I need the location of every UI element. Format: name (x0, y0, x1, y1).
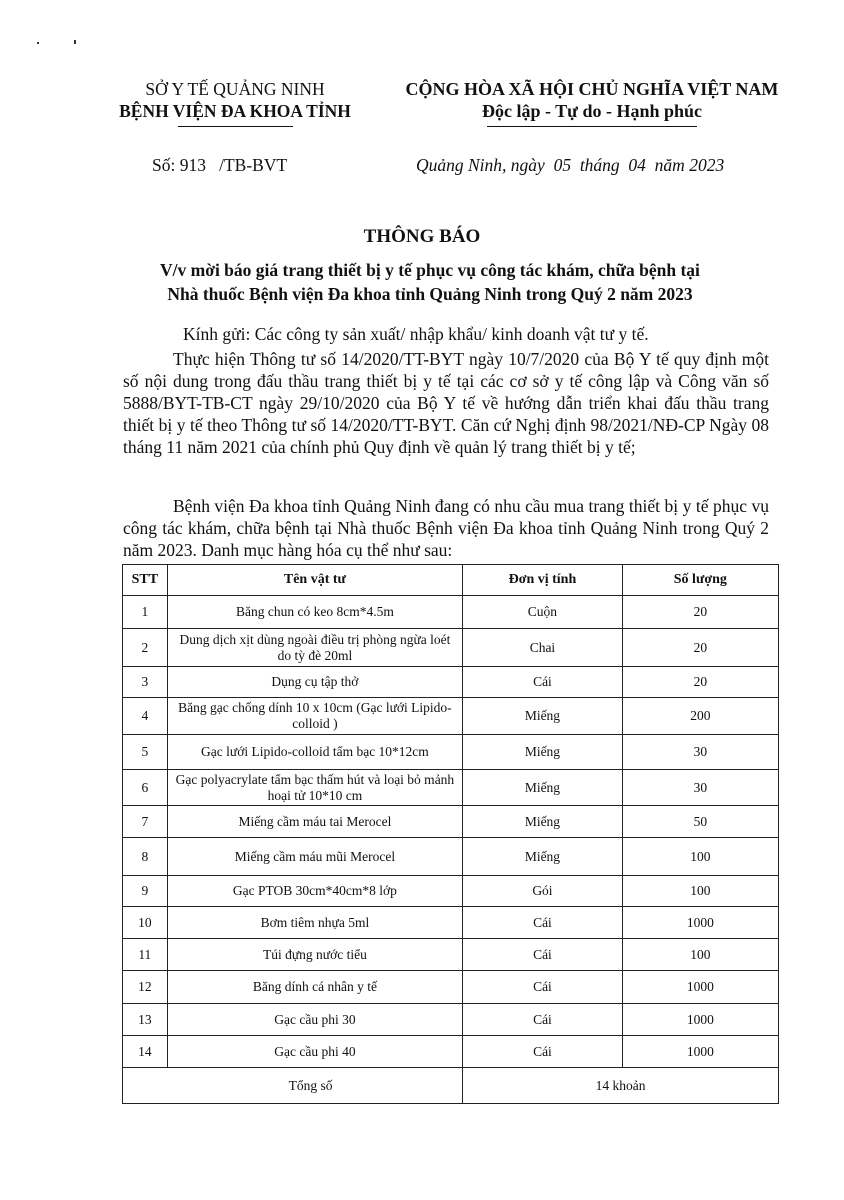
table-total-row (123, 1068, 779, 1104)
legal-basis-paragraph (123, 348, 769, 458)
table-row (123, 629, 779, 667)
row-unit: Miếng (463, 735, 622, 770)
row-unit: Cái (463, 667, 622, 698)
row-stt: 1 (123, 596, 168, 629)
row-unit: Miếng (463, 806, 622, 838)
national-heading (392, 78, 792, 122)
row-quantity: 1000 (622, 971, 778, 1004)
issuer-hospital: BỆNH VIỆN ĐA KHOA TỈNH (119, 101, 351, 121)
row-quantity: 1000 (622, 907, 778, 939)
header-item-name: Tên vật tư (167, 565, 463, 596)
row-quantity: 1000 (622, 1036, 778, 1068)
row-quantity: 100 (622, 876, 778, 907)
scan-speck (37, 42, 39, 44)
recipient-text: Kính gửi: Các công ty sản xuất/ nhập khẩu/ kinh doanh vật tư y tế. (183, 324, 649, 344)
header-quantity: Số lượng (622, 565, 778, 596)
table-row (123, 667, 779, 698)
row-item-name: Bơm tiêm nhựa 5ml (167, 907, 463, 939)
row-unit: Miếng (463, 698, 622, 735)
page-title: THÔNG BÁO (363, 226, 481, 247)
row-quantity: 20 (622, 667, 778, 698)
row-quantity: 200 (622, 698, 778, 735)
row-quantity: 20 (622, 629, 778, 667)
row-item-name: Dung dịch xịt dùng ngoài điều trị phòng ngừa loét do tỳ đè 20ml (167, 629, 463, 667)
row-stt: 8 (123, 838, 168, 876)
table-header-row (123, 565, 779, 596)
row-quantity: 100 (622, 838, 778, 876)
row-unit: Chai (463, 629, 622, 667)
row-unit: Miếng (463, 770, 622, 806)
row-unit: Miếng (463, 838, 622, 876)
row-stt: 13 (123, 1004, 168, 1036)
row-item-name: Miếng cầm máu tai Merocel (167, 806, 463, 838)
table-row (123, 770, 779, 806)
row-stt: 11 (123, 939, 168, 971)
document-number: Số: 913 /TB-BVT (152, 155, 288, 175)
row-unit: Cái (463, 1004, 622, 1036)
row-stt: 14 (123, 1036, 168, 1068)
row-stt: 5 (123, 735, 168, 770)
table-row (123, 698, 779, 735)
purchase-need-text: Bệnh viện Đa khoa tỉnh Quảng Ninh đang có nhu cầu mua trang thiết bị y tế phục vụ công tác khám, chữa bệnh tại Nhà thuốc Bệnh viện Đa khoa tỉnh Quảng Ninh trong Quý 2 năm 2023. Danh mục hàng hóa cụ thể như sau: (123, 496, 769, 560)
row-item-name: Gạc lưới Lipido-colloid tẩm bạc 10*12cm (167, 735, 463, 770)
subtitle-line-2: Nhà thuốc Bệnh viện Đa khoa tỉnh Quảng Ninh trong Quý 2 năm 2023 (167, 284, 693, 304)
national-name: CỘNG HÒA XÃ HỘI CHỦ NGHĨA VIỆT NAM (405, 79, 779, 99)
row-item-name: Túi đựng nước tiểu (167, 939, 463, 971)
row-item-name: Băng chun có keo 8cm*4.5m (167, 596, 463, 629)
row-stt: 6 (123, 770, 168, 806)
row-stt: 4 (123, 698, 168, 735)
row-item-name: Băng gạc chống dính 10 x 10cm (Gạc lưới Lipido-colloid ) (167, 698, 463, 735)
row-item-name: Gạc PTOB 30cm*40cm*8 lớp (167, 876, 463, 907)
place-date: Quảng Ninh, ngày 05 tháng 04 năm 2023 (416, 155, 725, 175)
row-quantity: 20 (622, 596, 778, 629)
motto-underline (487, 126, 697, 127)
table-row (123, 806, 779, 838)
row-quantity: 50 (622, 806, 778, 838)
row-stt: 2 (123, 629, 168, 667)
row-unit: Cái (463, 907, 622, 939)
subtitle (100, 258, 760, 306)
row-quantity: 30 (622, 735, 778, 770)
subtitle-line-1: V/v mời báo giá trang thiết bị y tế phục vụ công tác khám, chữa bệnh tại (160, 260, 700, 280)
row-stt: 10 (123, 907, 168, 939)
issuer-block (80, 78, 390, 122)
issuer-underline (178, 126, 293, 127)
row-item-name: Gạc cầu phi 30 (167, 1004, 463, 1036)
scan-speck (74, 40, 76, 44)
row-item-name: Gạc polyacrylate tẩm bạc thấm hút và loại bỏ mảnh hoại tử 10*10 cm (167, 770, 463, 806)
legal-basis-text: Thực hiện Thông tư số 14/2020/TT-BYT ngày 10/7/2020 của Bộ Y tế quy định một số nội dung trong đấu thầu trang thiết bị y tế tại các cơ sở y tế công lập và Công văn số 5888/BYT-TB-CT ngày 29/10/2020 của Bộ Y tế về hướng dẫn triển khai đấu thầu trang thiết bị y tế theo Thông tư số 14/2020/TT-BYT. Căn cứ Nghị định 98/2021/NĐ-CP Ngày 08 tháng 11 năm 2021 của chính phủ Quy định về quản lý trang thiết bị y tế; (123, 349, 769, 457)
row-item-name: Dụng cụ tập thở (167, 667, 463, 698)
row-unit: Cái (463, 971, 622, 1004)
row-item-name: Gạc cầu phi 40 (167, 1036, 463, 1068)
issuer-department: SỞ Y TẾ QUẢNG NINH (145, 79, 325, 99)
row-item-name: Miếng cầm máu mũi Merocel (167, 838, 463, 876)
recipient-line (123, 323, 769, 345)
table-row (123, 939, 779, 971)
row-unit: Cuộn (463, 596, 622, 629)
row-item-name: Băng dính cá nhân y tế (167, 971, 463, 1004)
row-unit: Cái (463, 939, 622, 971)
header-unit: Đơn vị tính (463, 565, 622, 596)
row-stt: 12 (123, 971, 168, 1004)
table-row (123, 971, 779, 1004)
row-quantity: 30 (622, 770, 778, 806)
supply-list-table (122, 564, 779, 1104)
national-motto: Độc lập - Tự do - Hạnh phúc (481, 101, 703, 121)
row-quantity: 100 (622, 939, 778, 971)
row-quantity: 1000 (622, 1004, 778, 1036)
row-stt: 3 (123, 667, 168, 698)
row-unit: Cái (463, 1036, 622, 1068)
table-row (123, 876, 779, 907)
row-stt: 7 (123, 806, 168, 838)
table-row (123, 596, 779, 629)
header-stt: STT (123, 565, 168, 596)
table-row (123, 1004, 779, 1036)
table-row (123, 838, 779, 876)
row-unit: Gói (463, 876, 622, 907)
row-stt: 9 (123, 876, 168, 907)
table-row (123, 735, 779, 770)
table-row (123, 1036, 779, 1068)
total-value: 14 khoản (463, 1068, 779, 1104)
purchase-need-paragraph (123, 495, 769, 561)
table-row (123, 907, 779, 939)
total-label: Tổng số (123, 1068, 463, 1104)
